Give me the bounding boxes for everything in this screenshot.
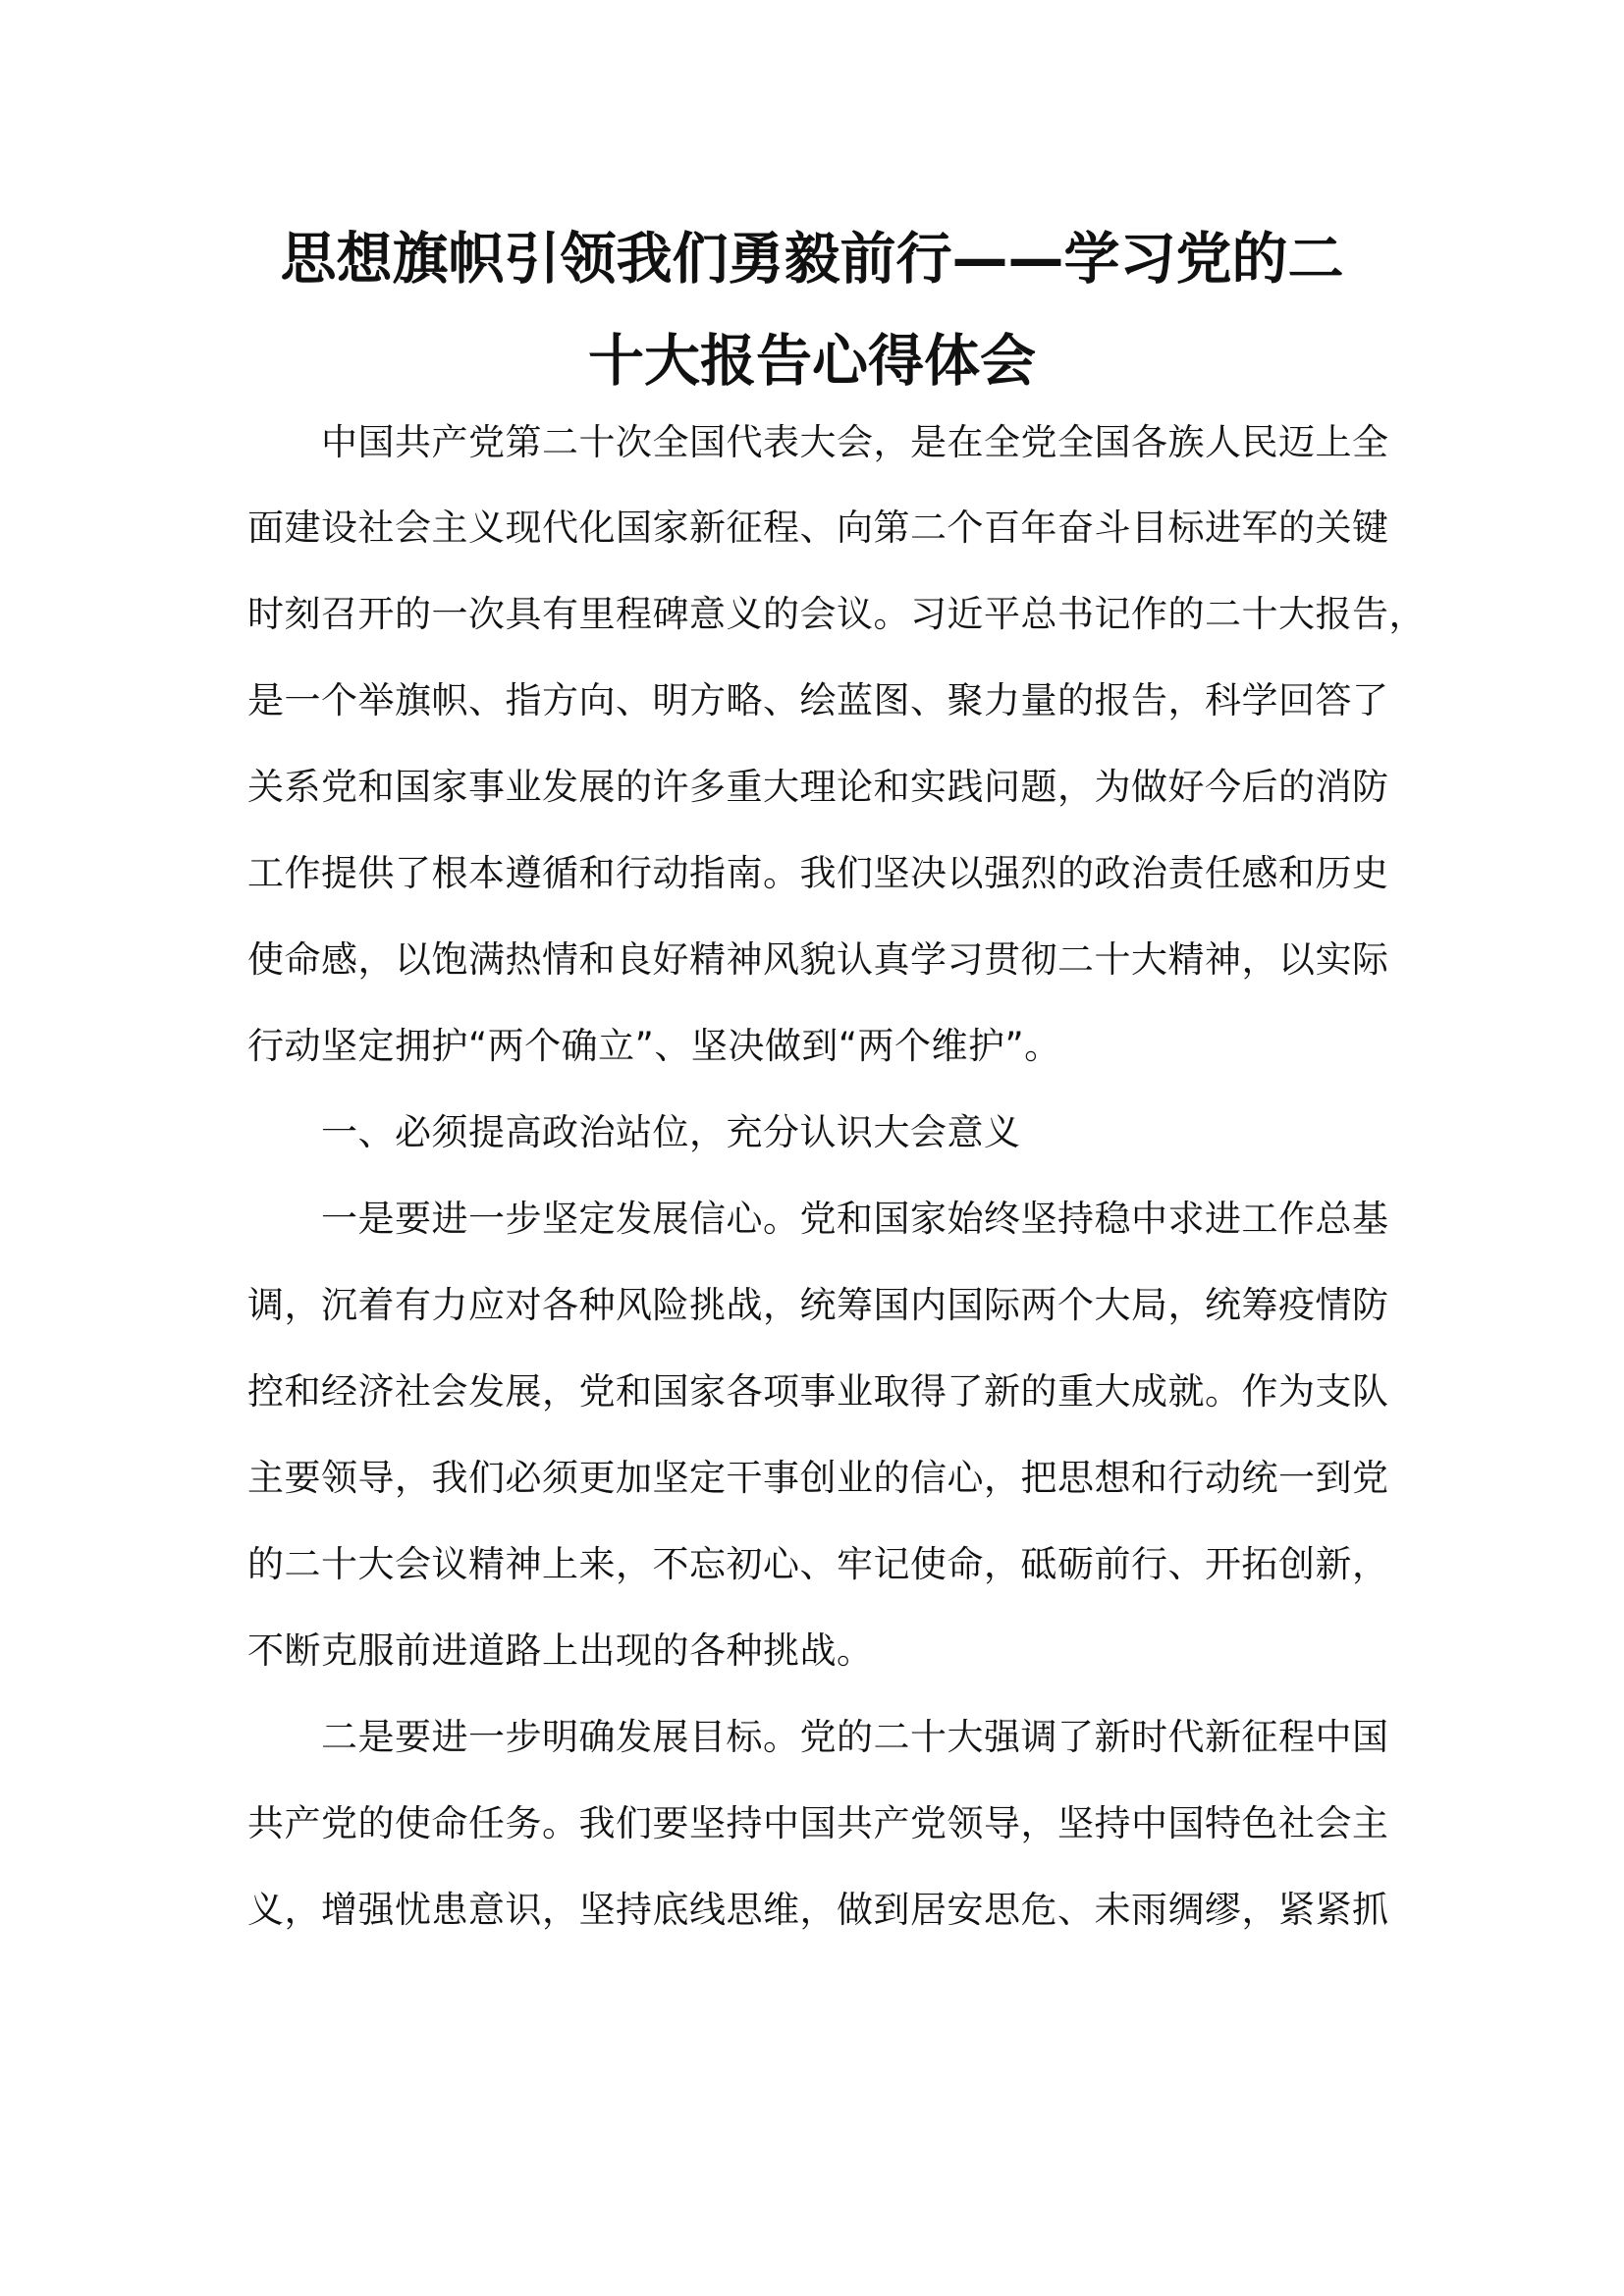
body-line-16: 二是要进一步明确发展目标。党的二十大强调了新时代新征程中国: [321, 1716, 1389, 1758]
document-title: [247, 208, 1377, 412]
body-line-18: 义，增强忧患意识，坚持底线思维，做到居安思危、未雨绸缪，紧紧抓: [247, 1889, 1389, 1931]
body-line-12: 控和经济社会发展，党和国家各项事业取得了新的重大成就。作为支队: [247, 1370, 1389, 1413]
body-line-11: 调，沉着有力应对各种风险挑战，统筹国内国际两个大局，统筹疫情防: [247, 1284, 1389, 1326]
title-line-1: 思想旗帜引领我们勇毅前行——学习党的二: [280, 227, 1344, 292]
body-line-14: 的二十大会议精神上来，不忘初心、牢记使命，砥砺前行、开拓创新，: [247, 1543, 1389, 1585]
body-line-3: 时刻召开的一次具有里程碑意义的会议。习近平总书记作的二十大报告，: [247, 593, 1426, 635]
body-line-4: 是一个举旗帜、指方向、明方略、绘蓝图、聚力量的报告，科学回答了: [247, 679, 1389, 721]
body-line-15: 不断克服前进道路上出现的各种挑战。: [247, 1629, 874, 1672]
body-line-5: 关系党和国家事业发展的许多重大理论和实践问题，为做好今后的消防: [247, 766, 1389, 808]
body-line-7: 使命感，以饱满热情和良好精神风貌认真学习贯彻二十大精神，以实际: [247, 938, 1389, 981]
body-line-8: 行动坚定拥护“两个确立”、坚决做到“两个维护”。: [247, 1025, 1061, 1067]
section-heading-1: 一、必须提高政治站位，充分认识大会意义: [321, 1111, 1021, 1153]
body-line-2: 面建设社会主义现代化国家新征程、向第二个百年奋斗目标进军的关键: [247, 507, 1389, 549]
title-line-2: 十大报告心得体会: [588, 329, 1036, 394]
body-line-17: 共产党的使命任务。我们要坚持中国共产党领导，坚持中国特色社会主: [247, 1802, 1389, 1844]
body-line-6: 工作提供了根本遵循和行动指南。我们坚决以强烈的政治责任感和历史: [247, 852, 1389, 894]
body-line-1: 中国共产党第二十次全国代表大会，是在全党全国各族人民迈上全: [321, 421, 1389, 463]
body-line-13: 主要领导，我们必须更加坚定干事创业的信心，把思想和行动统一到党: [247, 1457, 1389, 1499]
body-line-10: 一是要进一步坚定发展信心。党和国家始终坚持稳中求进工作总基: [321, 1198, 1389, 1240]
